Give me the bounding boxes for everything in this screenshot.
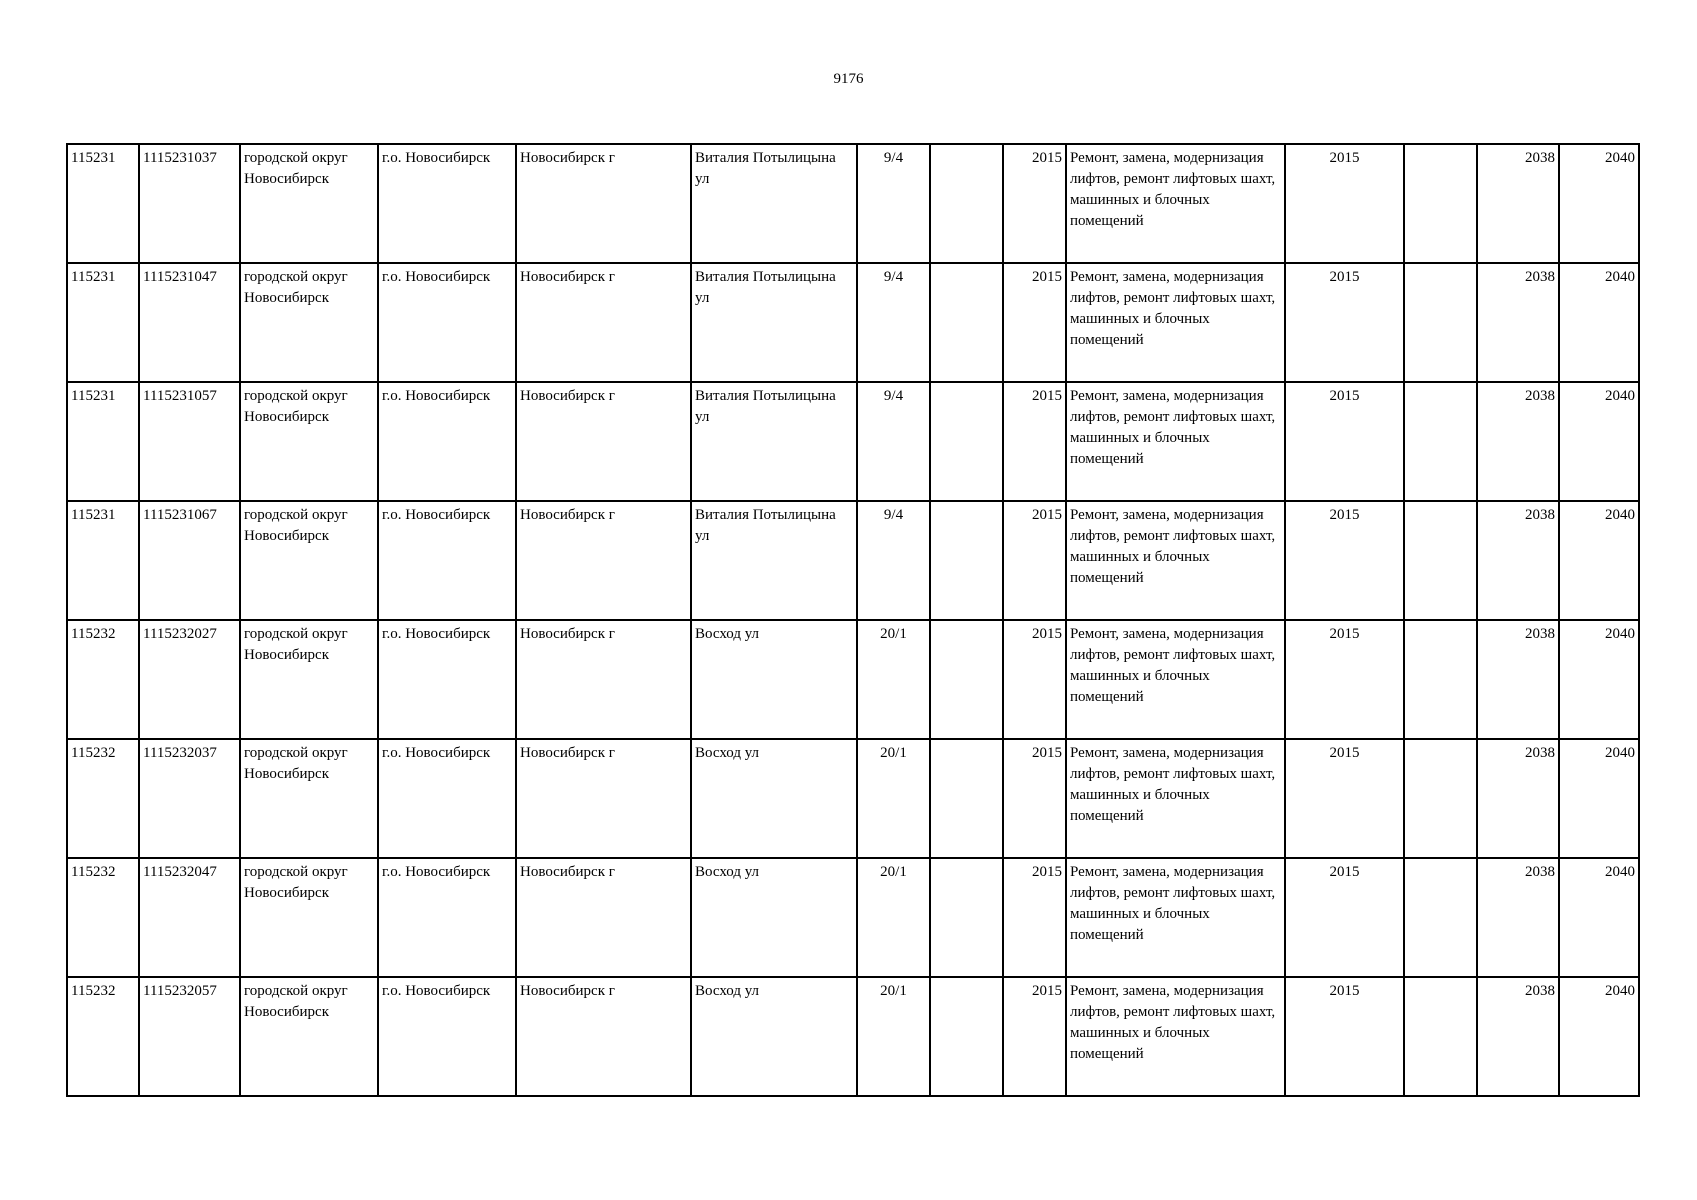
table-row: [67, 382, 1639, 501]
cell-plan-end: 2040: [1559, 620, 1639, 739]
cell-settlement: Новосибирск г: [516, 382, 691, 501]
cell-street: Восход ул: [691, 858, 857, 977]
cell-empty: [930, 263, 1003, 382]
cell-object-id: 1115231037: [139, 144, 240, 263]
cell-object-id: 1115231057: [139, 382, 240, 501]
cell-region-code: 115231: [67, 144, 139, 263]
cell-year: 2015: [1003, 263, 1066, 382]
cell-street: Виталия Потылицына ул: [691, 263, 857, 382]
cell-municipality-short: г.о. Новосибирск: [378, 739, 516, 858]
cell-region-code: 115232: [67, 620, 139, 739]
cell-plan-start: 2038: [1477, 144, 1559, 263]
cell-plan-start: 2038: [1477, 620, 1559, 739]
cell-municipality: городской округ Новосибирск: [240, 858, 378, 977]
cell-region-code: 115232: [67, 739, 139, 858]
cell-settlement: Новосибирск г: [516, 739, 691, 858]
cell-year: 2015: [1003, 382, 1066, 501]
registry-table: [66, 143, 1640, 1097]
cell-empty-2: [1404, 739, 1477, 858]
cell-empty-2: [1404, 501, 1477, 620]
cell-street: Виталия Потылицына ул: [691, 382, 857, 501]
table-row: [67, 977, 1639, 1096]
cell-region-code: 115231: [67, 382, 139, 501]
cell-plan-start: 2038: [1477, 501, 1559, 620]
cell-empty-2: [1404, 858, 1477, 977]
cell-year-2: 2015: [1285, 263, 1404, 382]
cell-municipality: городской округ Новосибирск: [240, 620, 378, 739]
cell-house-number: 20/1: [857, 858, 930, 977]
cell-object-id: 1115231047: [139, 263, 240, 382]
cell-object-id: 1115232057: [139, 977, 240, 1096]
cell-municipality: городской округ Новосибирск: [240, 977, 378, 1096]
cell-plan-end: 2040: [1559, 501, 1639, 620]
cell-empty-2: [1404, 977, 1477, 1096]
table-row: [67, 501, 1639, 620]
cell-empty-2: [1404, 144, 1477, 263]
cell-street: Виталия Потылицына ул: [691, 144, 857, 263]
cell-empty-2: [1404, 382, 1477, 501]
cell-street: Восход ул: [691, 977, 857, 1096]
cell-house-number: 20/1: [857, 977, 930, 1096]
cell-empty-2: [1404, 620, 1477, 739]
cell-object-id: 1115232027: [139, 620, 240, 739]
cell-municipality-short: г.о. Новосибирск: [378, 144, 516, 263]
cell-work-type: Ремонт, замена, модернизация лифтов, ремонт лифтовых шахт, машинных и блочных помещений: [1066, 382, 1285, 501]
cell-plan-end: 2040: [1559, 977, 1639, 1096]
cell-work-type: Ремонт, замена, модернизация лифтов, ремонт лифтовых шахт, машинных и блочных помещений: [1066, 263, 1285, 382]
cell-empty-2: [1404, 263, 1477, 382]
cell-municipality-short: г.о. Новосибирск: [378, 858, 516, 977]
cell-year-2: 2015: [1285, 739, 1404, 858]
cell-year: 2015: [1003, 620, 1066, 739]
cell-empty: [930, 620, 1003, 739]
cell-settlement: Новосибирск г: [516, 263, 691, 382]
cell-empty: [930, 382, 1003, 501]
cell-plan-start: 2038: [1477, 382, 1559, 501]
cell-municipality-short: г.о. Новосибирск: [378, 263, 516, 382]
cell-house-number: 9/4: [857, 501, 930, 620]
cell-object-id: 1115231067: [139, 501, 240, 620]
cell-street: Восход ул: [691, 620, 857, 739]
cell-municipality: городской округ Новосибирск: [240, 739, 378, 858]
cell-region-code: 115231: [67, 501, 139, 620]
cell-year-2: 2015: [1285, 501, 1404, 620]
page-number: 9176: [833, 71, 864, 87]
cell-year-2: 2015: [1285, 977, 1404, 1096]
cell-municipality: городской округ Новосибирск: [240, 263, 378, 382]
cell-settlement: Новосибирск г: [516, 620, 691, 739]
cell-region-code: 115232: [67, 977, 139, 1096]
registry-table-body: [67, 144, 1639, 1096]
cell-work-type: Ремонт, замена, модернизация лифтов, ремонт лифтовых шахт, машинных и блочных помещений: [1066, 144, 1285, 263]
table-row: [67, 263, 1639, 382]
cell-house-number: 9/4: [857, 382, 930, 501]
cell-house-number: 9/4: [857, 263, 930, 382]
cell-street: Восход ул: [691, 739, 857, 858]
cell-region-code: 115231: [67, 263, 139, 382]
cell-plan-end: 2040: [1559, 858, 1639, 977]
cell-settlement: Новосибирск г: [516, 501, 691, 620]
cell-year-2: 2015: [1285, 620, 1404, 739]
cell-municipality-short: г.о. Новосибирск: [378, 620, 516, 739]
cell-municipality-short: г.о. Новосибирск: [378, 501, 516, 620]
cell-street: Виталия Потылицына ул: [691, 501, 857, 620]
table-row: [67, 739, 1639, 858]
cell-empty: [930, 501, 1003, 620]
cell-work-type: Ремонт, замена, модернизация лифтов, ремонт лифтовых шахт, машинных и блочных помещений: [1066, 620, 1285, 739]
cell-municipality-short: г.о. Новосибирск: [378, 977, 516, 1096]
table-row: [67, 858, 1639, 977]
table-row: [67, 620, 1639, 739]
cell-plan-start: 2038: [1477, 739, 1559, 858]
cell-year-2: 2015: [1285, 858, 1404, 977]
cell-plan-end: 2040: [1559, 739, 1639, 858]
cell-work-type: Ремонт, замена, модернизация лифтов, ремонт лифтовых шахт, машинных и блочных помещений: [1066, 739, 1285, 858]
cell-object-id: 1115232047: [139, 858, 240, 977]
cell-year-2: 2015: [1285, 382, 1404, 501]
cell-house-number: 9/4: [857, 144, 930, 263]
cell-empty: [930, 739, 1003, 858]
cell-settlement: Новосибирск г: [516, 858, 691, 977]
cell-region-code: 115232: [67, 858, 139, 977]
cell-work-type: Ремонт, замена, модернизация лифтов, ремонт лифтовых шахт, машинных и блочных помещений: [1066, 977, 1285, 1096]
cell-municipality: городской округ Новосибирск: [240, 501, 378, 620]
cell-plan-start: 2038: [1477, 858, 1559, 977]
cell-year: 2015: [1003, 858, 1066, 977]
cell-plan-end: 2040: [1559, 144, 1639, 263]
cell-empty: [930, 977, 1003, 1096]
cell-year: 2015: [1003, 501, 1066, 620]
cell-plan-start: 2038: [1477, 977, 1559, 1096]
cell-work-type: Ремонт, замена, модернизация лифтов, ремонт лифтовых шахт, машинных и блочных помещений: [1066, 501, 1285, 620]
cell-municipality: городской округ Новосибирск: [240, 144, 378, 263]
cell-municipality: городской округ Новосибирск: [240, 382, 378, 501]
cell-work-type: Ремонт, замена, модернизация лифтов, ремонт лифтовых шахт, машинных и блочных помещений: [1066, 858, 1285, 977]
cell-settlement: Новосибирск г: [516, 144, 691, 263]
cell-year-2: 2015: [1285, 144, 1404, 263]
cell-object-id: 1115232037: [139, 739, 240, 858]
table-row: [67, 144, 1639, 263]
cell-year: 2015: [1003, 977, 1066, 1096]
cell-plan-end: 2040: [1559, 382, 1639, 501]
cell-empty: [930, 858, 1003, 977]
cell-house-number: 20/1: [857, 620, 930, 739]
cell-plan-end: 2040: [1559, 263, 1639, 382]
cell-house-number: 20/1: [857, 739, 930, 858]
cell-empty: [930, 144, 1003, 263]
cell-plan-start: 2038: [1477, 263, 1559, 382]
cell-settlement: Новосибирск г: [516, 977, 691, 1096]
cell-year: 2015: [1003, 144, 1066, 263]
cell-year: 2015: [1003, 739, 1066, 858]
cell-municipality-short: г.о. Новосибирск: [378, 382, 516, 501]
